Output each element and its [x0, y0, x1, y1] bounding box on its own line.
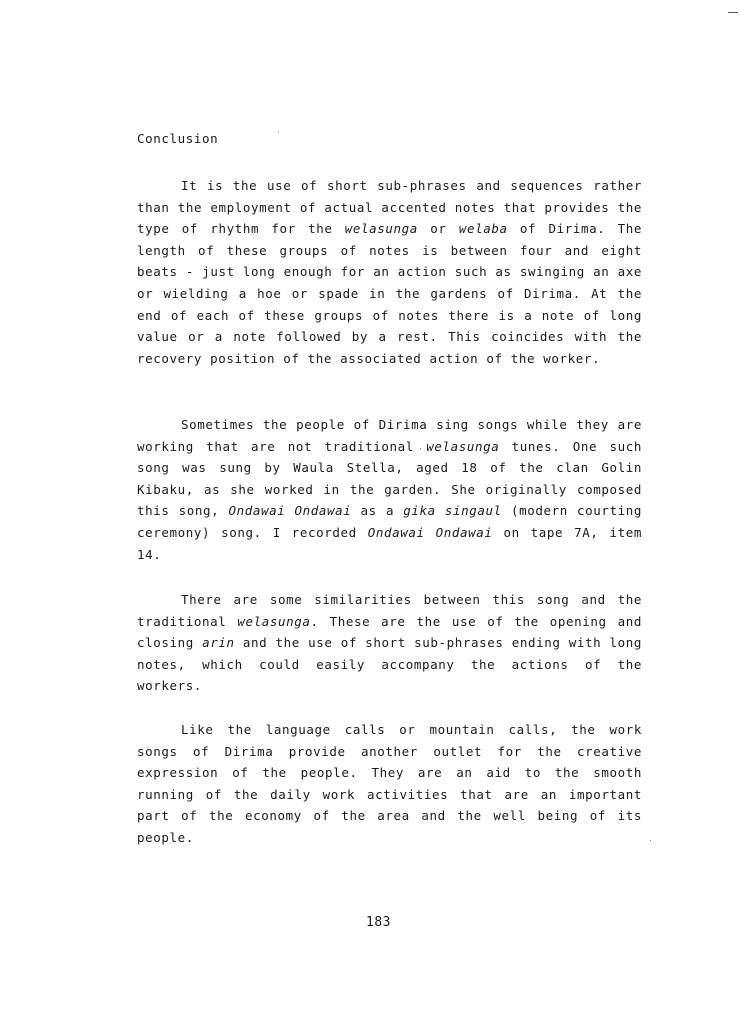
- text-segment: on tape 7A, item 14.: [137, 524, 642, 562]
- text-segment: as a: [351, 503, 404, 519]
- page-number: 183: [366, 915, 391, 930]
- italic-term: Ondawai Ondawai: [367, 524, 493, 540]
- text-segment: tunes. One such song was sung by Waula Stella, aged 18 of the clan Golin Kibaku, as she worked in the garden. She originally composed this song,: [137, 438, 642, 519]
- scan-edge-mark: [728, 12, 738, 13]
- paragraph-2: [137, 414, 642, 565]
- text-segment: or: [417, 221, 459, 237]
- scan-speck: [650, 840, 651, 841]
- text-segment: Sometimes the people of Dirima sing songs while they are working that are not traditional: [137, 417, 642, 454]
- text-segment: Like the language calls or mountain calls, the work songs of Dirima provide another outlet for the creative expression of the people. They are an aid to the smooth running of the daily work activities that are an important part of the economy of the area and the well being of its people.: [137, 722, 642, 845]
- italic-term: welasunga: [344, 221, 418, 237]
- section-heading: Conclusion: [137, 131, 219, 146]
- paragraph-1: [137, 175, 642, 369]
- text-segment: and the use of short sub-phrases ending with long notes, which could easily accompany the actions of the workers.: [137, 635, 642, 694]
- text-segment: It is the use of short sub-phrases and sequences rather than the employment of actual accented notes that provides the type of rhythm for the: [137, 178, 642, 237]
- italic-term: gika singaul: [403, 503, 502, 519]
- text-segment: . These are the use of the opening and closing: [137, 613, 642, 651]
- italic-term: arin: [202, 635, 235, 651]
- text-segment: (modern courting ceremony) song. I recorded: [137, 503, 642, 540]
- italic-term: welasunga: [426, 438, 500, 454]
- italic-term: Ondawai Ondawai: [228, 503, 352, 519]
- text-segment: of Dirima. The length of these groups of notes is between four and eight beats - just long enough for an action such as swinging an axe or wielding a hoe or spade in the gardens of Dirima. At the end of each of these groups of notes there is a note of long value or a note followed by a rest. This coincides with the recovery position of the associated action of the worker.: [137, 221, 643, 366]
- text-segment: There are some similarities between this song and the traditional: [137, 592, 642, 629]
- italic-term: welasunga: [237, 613, 311, 629]
- italic-term: welaba: [458, 221, 508, 237]
- scan-speck: [278, 131, 279, 132]
- paragraph-4: [137, 719, 642, 849]
- paragraph-3: [137, 589, 642, 697]
